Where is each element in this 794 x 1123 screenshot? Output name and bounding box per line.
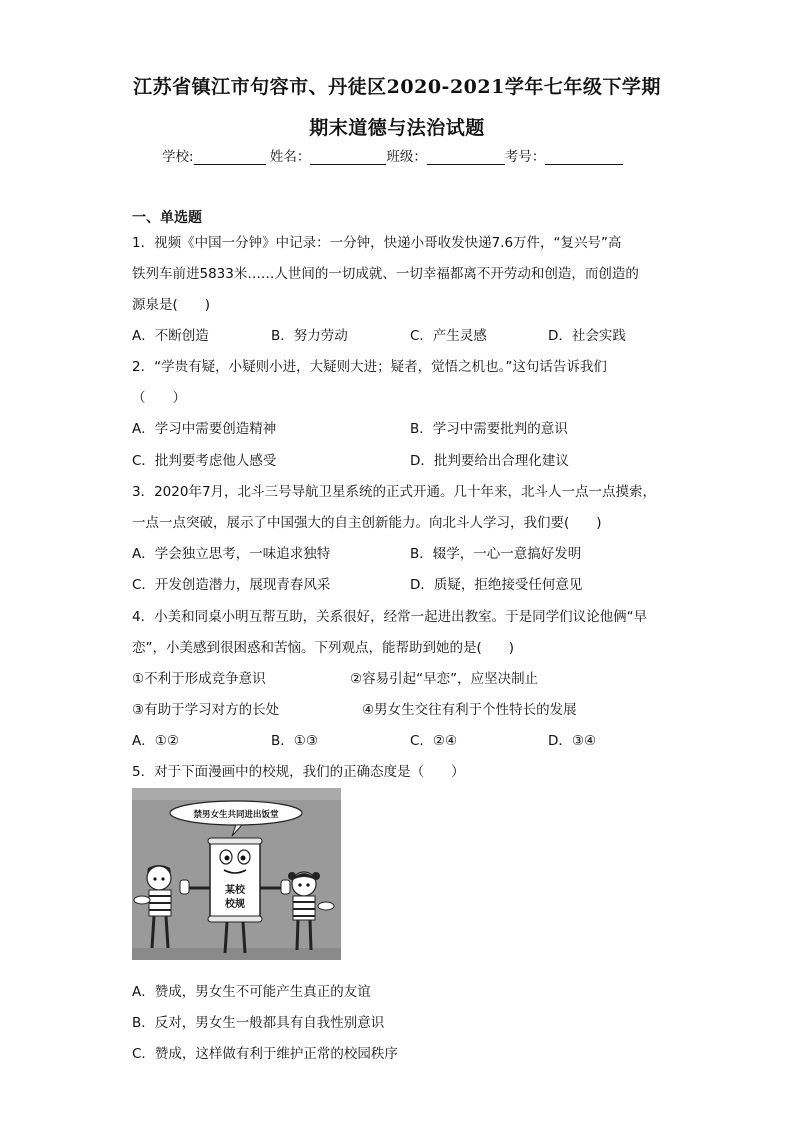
q2-stem-line2: （ ） <box>132 390 186 406</box>
q4-stem-line2: 恋”，小美感到很困惑和苦恼。下列观点，能帮助到她的是( ) <box>132 640 515 656</box>
q4-option-c[interactable]: C．②④ <box>410 733 458 749</box>
q5-option-c[interactable]: C．赞成，这样做有利于维护正常的校园秩序 <box>132 1046 398 1062</box>
q4-option-a[interactable]: A．①② <box>132 733 179 749</box>
q2-option-c[interactable]: C．批判要考虑他人感受 <box>132 453 277 469</box>
school-blank[interactable] <box>194 150 266 165</box>
q4-statement-2: ②容易引起“早恋”，应坚决制止 <box>350 671 539 687</box>
q1-option-b[interactable]: B．努力劳动 <box>271 328 348 344</box>
q2-option-a[interactable]: A．学习中需要创造精神 <box>132 421 277 437</box>
q1-stem-line2: 铁列车前进5833米……人世间的一切成就、一切幸福都离不开劳动和创造，而创造的 <box>132 266 639 282</box>
q4-statement-4: ④男女生交往有利于个性特长的发展 <box>362 702 577 718</box>
q4-statement-3: ③有助于学习对方的长处 <box>132 702 280 718</box>
q4-option-b[interactable]: B．①③ <box>271 733 318 749</box>
cartoon-sign-text: 禁男女生共同进出饭堂 <box>193 810 279 820</box>
q4-statement-1: ①不利于形成竞争意识 <box>132 671 266 687</box>
name-label: 姓名： <box>269 149 311 165</box>
q3-stem-line1: 3．2020年7月，北斗三号导航卫星系统的正式开通。几十年来，北斗人一点一点摸索， <box>132 484 657 500</box>
q5-stem-line1: 5．对于下面漫画中的校规，我们的正确态度是（ ） <box>132 764 465 780</box>
q5-option-b[interactable]: B．反对，男女生一般都具有自我性别意识 <box>132 1015 385 1031</box>
q1-stem-line1: 1．视频《中国一分钟》中记录：一分钟，快递小哥收发快递7.6万件，“复兴号”高 <box>132 235 622 251</box>
q1-option-d[interactable]: D．社会实践 <box>548 328 626 344</box>
q5-option-a[interactable]: A．赞成，男女生不可能产生真正的友谊 <box>132 984 371 1000</box>
school-label: 学校: <box>162 149 194 165</box>
q1-option-c[interactable]: C．产生灵感 <box>410 328 487 344</box>
q2-option-b[interactable]: B．学习中需要批判的意识 <box>410 421 568 437</box>
exam-title-line2: 期末道德与法治试题 <box>309 117 485 139</box>
name-blank[interactable] <box>310 150 386 165</box>
q4-option-d[interactable]: D．③④ <box>548 733 597 749</box>
section-title: 一、单选题 <box>132 210 202 226</box>
school-rule-cartoon <box>132 788 341 960</box>
student-info-row <box>162 145 623 165</box>
class-blank[interactable] <box>427 150 505 165</box>
cartoon-scroll-text-1: 某校 <box>225 885 245 896</box>
q4-stem-line1: 4．小美和同桌小明互帮互助，关系很好，经常一起进出教室。于是同学们议论他俩“早 <box>132 609 648 625</box>
q3-stem-line2: 一点一点突破，展示了中国强大的自主创新能力。向北斗人学习，我们要( ) <box>132 515 602 531</box>
q1-option-a[interactable]: A．不断创造 <box>132 328 209 344</box>
q3-option-a[interactable]: A．学会独立思考，一味追求独特 <box>132 546 331 562</box>
q1-stem-line3: 源泉是( ) <box>132 297 211 313</box>
q3-option-c[interactable]: C．开发创造潜力，展现青春风采 <box>132 577 331 593</box>
q2-option-d[interactable]: D．批判要给出合理化建议 <box>410 453 569 469</box>
cartoon-scroll-text-2: 校规 <box>225 899 245 910</box>
q3-option-b[interactable]: B．辍学，一心一意搞好发明 <box>410 546 582 562</box>
exam-title-line1: 江苏省镇江市句容市、丹徒区2020-2021学年七年级下学期 <box>133 76 661 98</box>
q3-option-d[interactable]: D．质疑，拒绝接受任何意见 <box>410 577 583 593</box>
number-blank[interactable] <box>545 150 623 165</box>
class-label: 班级： <box>386 149 427 165</box>
number-label: 考号： <box>504 149 546 165</box>
q2-stem-line1: 2．“学贵有疑，小疑则小进，大疑则大进；疑者，觉悟之机也。”这句话告诉我们 <box>132 359 607 375</box>
